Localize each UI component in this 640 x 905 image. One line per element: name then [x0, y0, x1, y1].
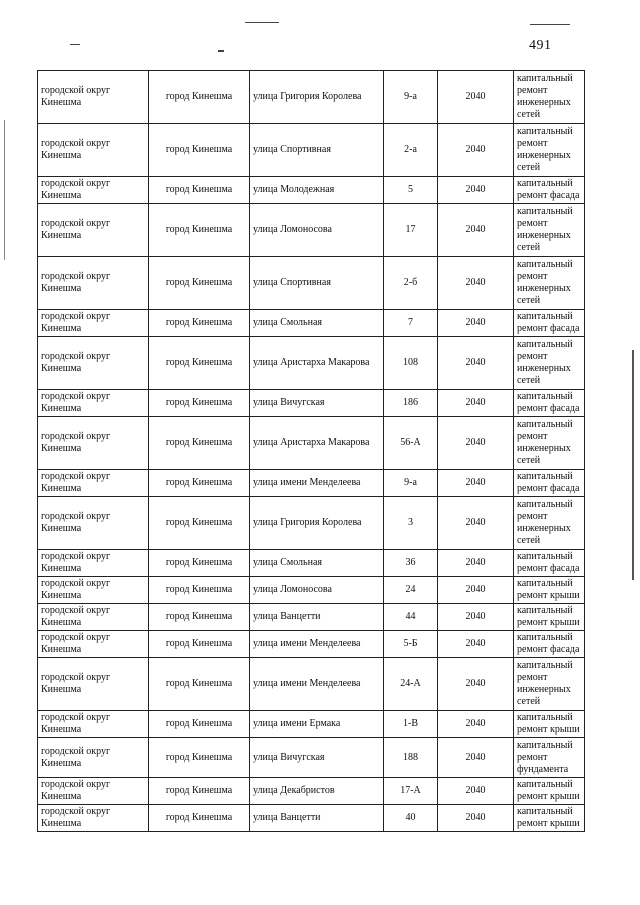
- table-row: [38, 257, 585, 310]
- cell-okrug: городской округ Кинешма: [38, 124, 149, 177]
- cell-street: улица Ванцетти: [250, 805, 384, 832]
- cell-year: 2040: [438, 124, 514, 177]
- cell-house: 9-а: [384, 470, 438, 497]
- cell-city: город Кинешма: [149, 497, 250, 550]
- cell-okrug: городской округ Кинешма: [38, 204, 149, 257]
- cell-city: город Кинешма: [149, 658, 250, 711]
- cell-street: улица Ломоносова: [250, 577, 384, 604]
- cell-house: 1-В: [384, 711, 438, 738]
- cell-street: улица Спортивная: [250, 124, 384, 177]
- table-row: [38, 310, 585, 337]
- cell-okrug: городской округ Кинешма: [38, 177, 149, 204]
- scan-mark-center: [218, 50, 224, 52]
- table-row: [38, 738, 585, 778]
- table-row: [38, 658, 585, 711]
- cell-work: капитальный ремонт крыши: [514, 711, 585, 738]
- cell-street: улица Ванцетти: [250, 604, 384, 631]
- cell-year: 2040: [438, 805, 514, 832]
- cell-street: улица Вичугская: [250, 390, 384, 417]
- cell-work: капитальный ремонт крыши: [514, 577, 585, 604]
- table-row: [38, 604, 585, 631]
- cell-work: капитальный ремонт инженерных сетей: [514, 124, 585, 177]
- cell-year: 2040: [438, 577, 514, 604]
- cell-work: капитальный ремонт крыши: [514, 778, 585, 805]
- cell-house: 9-а: [384, 71, 438, 124]
- cell-house: 3: [384, 497, 438, 550]
- cell-street: улица Аристарха Макарова: [250, 417, 384, 470]
- cell-house: 24-А: [384, 658, 438, 711]
- table-row: [38, 390, 585, 417]
- table-row: [38, 497, 585, 550]
- cell-work: капитальный ремонт инженерных сетей: [514, 204, 585, 257]
- cell-street: улица Молодежная: [250, 177, 384, 204]
- scan-mark-top-right: [530, 24, 570, 25]
- cell-city: город Кинешма: [149, 257, 250, 310]
- cell-city: город Кинешма: [149, 550, 250, 577]
- cell-house: 188: [384, 738, 438, 778]
- cell-street: улица Григория Королева: [250, 71, 384, 124]
- table-row: [38, 631, 585, 658]
- cell-year: 2040: [438, 738, 514, 778]
- cell-okrug: городской округ Кинешма: [38, 631, 149, 658]
- table-row: [38, 124, 585, 177]
- table-row: [38, 577, 585, 604]
- cell-work: капитальный ремонт фасада: [514, 177, 585, 204]
- cell-city: город Кинешма: [149, 631, 250, 658]
- cell-okrug: городской округ Кинешма: [38, 390, 149, 417]
- cell-house: 2-б: [384, 257, 438, 310]
- cell-street: улица Аристарха Макарова: [250, 337, 384, 390]
- scan-mark-left: [70, 44, 80, 45]
- cell-city: город Кинешма: [149, 124, 250, 177]
- cell-house: 108: [384, 337, 438, 390]
- cell-work: капитальный ремонт инженерных сетей: [514, 257, 585, 310]
- cell-city: город Кинешма: [149, 204, 250, 257]
- cell-okrug: городской округ Кинешма: [38, 71, 149, 124]
- cell-house: 56-А: [384, 417, 438, 470]
- cell-house: 186: [384, 390, 438, 417]
- registry-table-body: [38, 71, 585, 832]
- cell-city: город Кинешма: [149, 390, 250, 417]
- cell-work: капитальный ремонт инженерных сетей: [514, 337, 585, 390]
- registry-table: [37, 70, 585, 832]
- cell-year: 2040: [438, 71, 514, 124]
- cell-year: 2040: [438, 257, 514, 310]
- cell-okrug: городской округ Кинешма: [38, 577, 149, 604]
- cell-street: улица Вичугская: [250, 738, 384, 778]
- cell-city: город Кинешма: [149, 604, 250, 631]
- cell-city: город Кинешма: [149, 778, 250, 805]
- cell-work: капитальный ремонт инженерных сетей: [514, 71, 585, 124]
- cell-street: улица Смольная: [250, 550, 384, 577]
- cell-city: город Кинешма: [149, 711, 250, 738]
- cell-house: 2-а: [384, 124, 438, 177]
- cell-okrug: городской округ Кинешма: [38, 417, 149, 470]
- table-row: [38, 204, 585, 257]
- cell-year: 2040: [438, 550, 514, 577]
- cell-street: улица имени Менделеева: [250, 658, 384, 711]
- table-row: [38, 337, 585, 390]
- scan-mark-top: [245, 22, 279, 23]
- cell-okrug: городской округ Кинешма: [38, 257, 149, 310]
- cell-street: улица имени Менделеева: [250, 631, 384, 658]
- cell-year: 2040: [438, 310, 514, 337]
- cell-house: 5: [384, 177, 438, 204]
- cell-year: 2040: [438, 631, 514, 658]
- table-row: [38, 417, 585, 470]
- cell-work: капитальный ремонт инженерных сетей: [514, 497, 585, 550]
- cell-okrug: городской округ Кинешма: [38, 604, 149, 631]
- cell-city: город Кинешма: [149, 71, 250, 124]
- cell-city: город Кинешма: [149, 177, 250, 204]
- cell-work: капитальный ремонт фасада: [514, 470, 585, 497]
- cell-okrug: городской округ Кинешма: [38, 550, 149, 577]
- cell-city: город Кинешма: [149, 417, 250, 470]
- cell-year: 2040: [438, 177, 514, 204]
- cell-work: капитальный ремонт крыши: [514, 805, 585, 832]
- table-row: [38, 71, 585, 124]
- cell-year: 2040: [438, 470, 514, 497]
- cell-work: капитальный ремонт фасада: [514, 631, 585, 658]
- cell-work: капитальный ремонт инженерных сетей: [514, 417, 585, 470]
- table-row: [38, 177, 585, 204]
- cell-house: 24: [384, 577, 438, 604]
- cell-work: капитальный ремонт фундамента: [514, 738, 585, 778]
- cell-year: 2040: [438, 711, 514, 738]
- scan-edge-right: [632, 350, 634, 580]
- cell-work: капитальный ремонт инженерных сетей: [514, 658, 585, 711]
- cell-house: 5-Б: [384, 631, 438, 658]
- cell-house: 17: [384, 204, 438, 257]
- cell-street: улица имени Ермака: [250, 711, 384, 738]
- cell-year: 2040: [438, 778, 514, 805]
- cell-city: город Кинешма: [149, 310, 250, 337]
- cell-city: город Кинешма: [149, 577, 250, 604]
- table-row: [38, 550, 585, 577]
- cell-okrug: городской округ Кинешма: [38, 470, 149, 497]
- cell-year: 2040: [438, 390, 514, 417]
- cell-house: 17-А: [384, 778, 438, 805]
- cell-okrug: городской округ Кинешма: [38, 805, 149, 832]
- cell-street: улица Спортивная: [250, 257, 384, 310]
- cell-house: 7: [384, 310, 438, 337]
- cell-house: 36: [384, 550, 438, 577]
- cell-work: капитальный ремонт фасада: [514, 310, 585, 337]
- cell-year: 2040: [438, 497, 514, 550]
- cell-work: капитальный ремонт крыши: [514, 604, 585, 631]
- cell-city: город Кинешма: [149, 738, 250, 778]
- cell-city: город Кинешма: [149, 470, 250, 497]
- cell-street: улица имени Менделеева: [250, 470, 384, 497]
- cell-street: улица Ломоносова: [250, 204, 384, 257]
- cell-house: 40: [384, 805, 438, 832]
- cell-house: 44: [384, 604, 438, 631]
- cell-street: улица Смольная: [250, 310, 384, 337]
- table-row: [38, 711, 585, 738]
- cell-year: 2040: [438, 204, 514, 257]
- cell-year: 2040: [438, 417, 514, 470]
- cell-street: улица Григория Королева: [250, 497, 384, 550]
- page-number: 491: [529, 38, 552, 53]
- cell-okrug: городской округ Кинешма: [38, 778, 149, 805]
- cell-work: капитальный ремонт фасада: [514, 390, 585, 417]
- cell-year: 2040: [438, 604, 514, 631]
- cell-city: город Кинешма: [149, 337, 250, 390]
- scan-edge-left: [4, 120, 5, 260]
- cell-okrug: городской округ Кинешма: [38, 337, 149, 390]
- cell-street: улица Декабристов: [250, 778, 384, 805]
- cell-year: 2040: [438, 658, 514, 711]
- cell-okrug: городской округ Кинешма: [38, 738, 149, 778]
- table-row: [38, 470, 585, 497]
- table-row: [38, 778, 585, 805]
- cell-work: капитальный ремонт фасада: [514, 550, 585, 577]
- cell-year: 2040: [438, 337, 514, 390]
- cell-okrug: городской округ Кинешма: [38, 310, 149, 337]
- cell-okrug: городской округ Кинешма: [38, 658, 149, 711]
- cell-okrug: городской округ Кинешма: [38, 711, 149, 738]
- cell-city: город Кинешма: [149, 805, 250, 832]
- cell-okrug: городской округ Кинешма: [38, 497, 149, 550]
- table-row: [38, 805, 585, 832]
